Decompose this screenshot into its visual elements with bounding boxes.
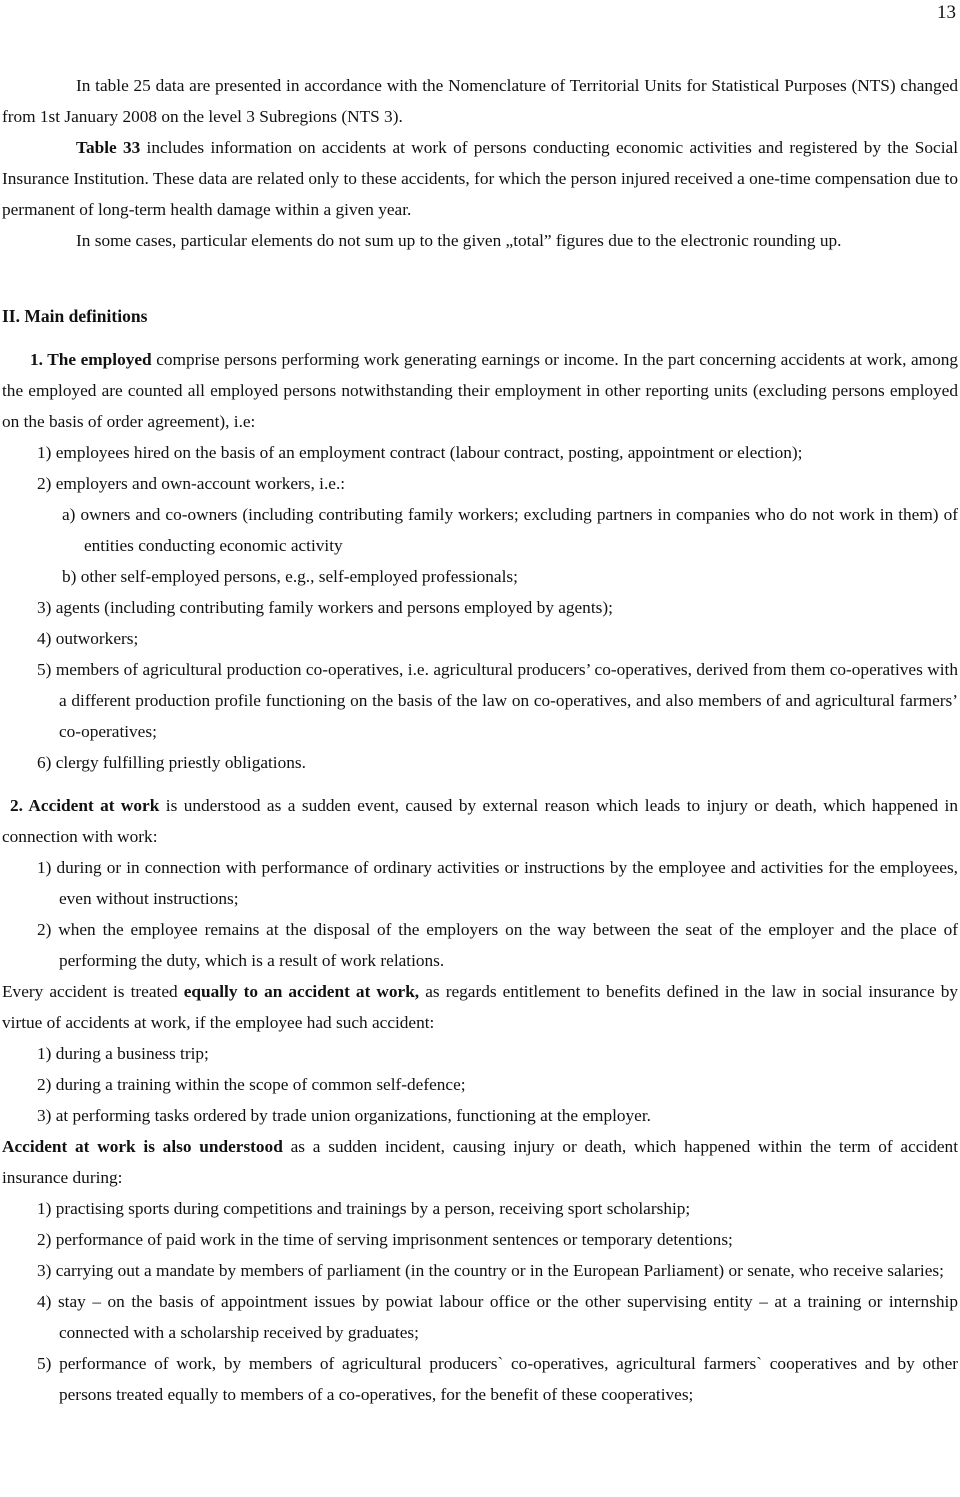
also-accident-term: Accident at work is also understood	[2, 1137, 283, 1156]
list-item: 3) at performing tasks ordered by trade union organizations, functioning at the employer.	[37, 1106, 651, 1125]
list-item: 2) when the employee remains at the disposal of the employers on the way between the seat of the employer and the place of performing the duty, which is a result of work relations.	[37, 920, 958, 970]
list-item: 5) performance of work, by members of agricultural producers` co-operatives, agricultural farmers` cooperatives and by other persons treated equally to members of a co-operatives, for the benefit of these cooperatives;	[37, 1354, 958, 1404]
equal-accident-post: as regards entitlement to benefits defined in the law in social insurance by virtue of accidents at work, if the employee had such accident:	[2, 982, 958, 1032]
intro-paragraph-2-text: includes information on accidents at work of persons conducting economic activities and registered by the Social Insurance Institution. These data are related only to these accidents, for which the person injured received a one-time compensation due to permanent of long-term health damage within a given year.	[2, 138, 958, 219]
list-item: 2) during a training within the scope of common self-defence;	[37, 1075, 466, 1094]
definition-accident-text: is understood as a sudden event, caused by external reason which leads to injury or death, which happened in connection with work:	[2, 796, 958, 846]
list-item: 3) agents (including contributing family workers and persons employed by agents);	[37, 598, 613, 617]
list-item: 4) outworkers;	[37, 629, 139, 648]
list-item: 2) performance of paid work in the time of serving imprisonment sentences or temporary detentions;	[37, 1230, 733, 1249]
definition-employed-text: comprise persons performing work generating earnings or income. In the part concerning accidents at work, among the employed are counted all employed persons notwithstanding their employment in other reporting units (excluding persons employed on the basis of order agreement), i.e:	[2, 350, 958, 431]
list-item: 1) during a business trip;	[37, 1044, 209, 1063]
list-item: 1) practising sports during competitions and trainings by a person, receiving sport scholarship;	[37, 1199, 691, 1218]
intro-paragraph-3: In some cases, particular elements do not sum up to the given „total” figures due to the electronic rounding up.	[76, 231, 842, 250]
section-title: II. Main definitions	[2, 306, 148, 326]
equal-accident-pre: Every accident is treated	[2, 982, 184, 1001]
also-accident-text: as a sudden incident, causing injury or death, which happened within the term of accident insurance during:	[2, 1137, 958, 1187]
intro-paragraph-2	[2, 132, 958, 225]
page-number: 13	[937, 2, 956, 23]
equal-accident-paragraph	[2, 976, 958, 1038]
equal-accident-term: equally to an accident at work,	[183, 982, 420, 1001]
definition-employed-term: 1. The employed	[30, 350, 152, 369]
list-subitem: a) owners and co-owners (including contributing family workers; excluding partners in companies who do not work in them) of entities conducting economic activity	[62, 505, 958, 555]
definition-employed	[2, 344, 958, 437]
also-accident-paragraph	[2, 1131, 958, 1193]
definition-accident	[2, 790, 958, 852]
list-item: 4) stay – on the basis of appointment issues by powiat labour office or the other supervising entity – at a training or internship connected with a scholarship received by graduates;	[37, 1292, 958, 1342]
list-item: 3) carrying out a mandate by members of parliament (in the country or in the European Parliament) or senate, who receive salaries;	[37, 1261, 944, 1280]
intro-paragraph-1: In table 25 data are presented in accordance with the Nomenclature of Territorial Units for Statistical Purposes (NTS) changed from 1st January 2008 on the level 3 Subregions (NTS 3).	[2, 76, 958, 126]
document-body	[2, 70, 958, 1410]
list-subitem: b) other self-employed persons, e.g., self-employed professionals;	[62, 567, 518, 586]
list-item: 1) during or in connection with performance of ordinary activities or instructions by the employee and activities for the employees, even without instructions;	[37, 858, 958, 908]
definition-accident-term: 2. Accident at work	[10, 796, 160, 815]
list-item: 6) clergy fulfilling priestly obligations.	[37, 753, 306, 772]
list-item: 5) members of agricultural production co-operatives, i.e. agricultural producers’ co-operatives, derived from them co-operatives with a different production profile functioning on the basis of the law on co-operatives, and also members of and agricultural farmers’ co-operatives;	[37, 660, 958, 741]
list-item: 1) employees hired on the basis of an employment contract (labour contract, posting, appointment or election);	[37, 443, 803, 462]
table-33-reference: Table 33	[76, 138, 141, 157]
list-item: 2) employers and own-account workers, i.e.:	[37, 474, 346, 493]
